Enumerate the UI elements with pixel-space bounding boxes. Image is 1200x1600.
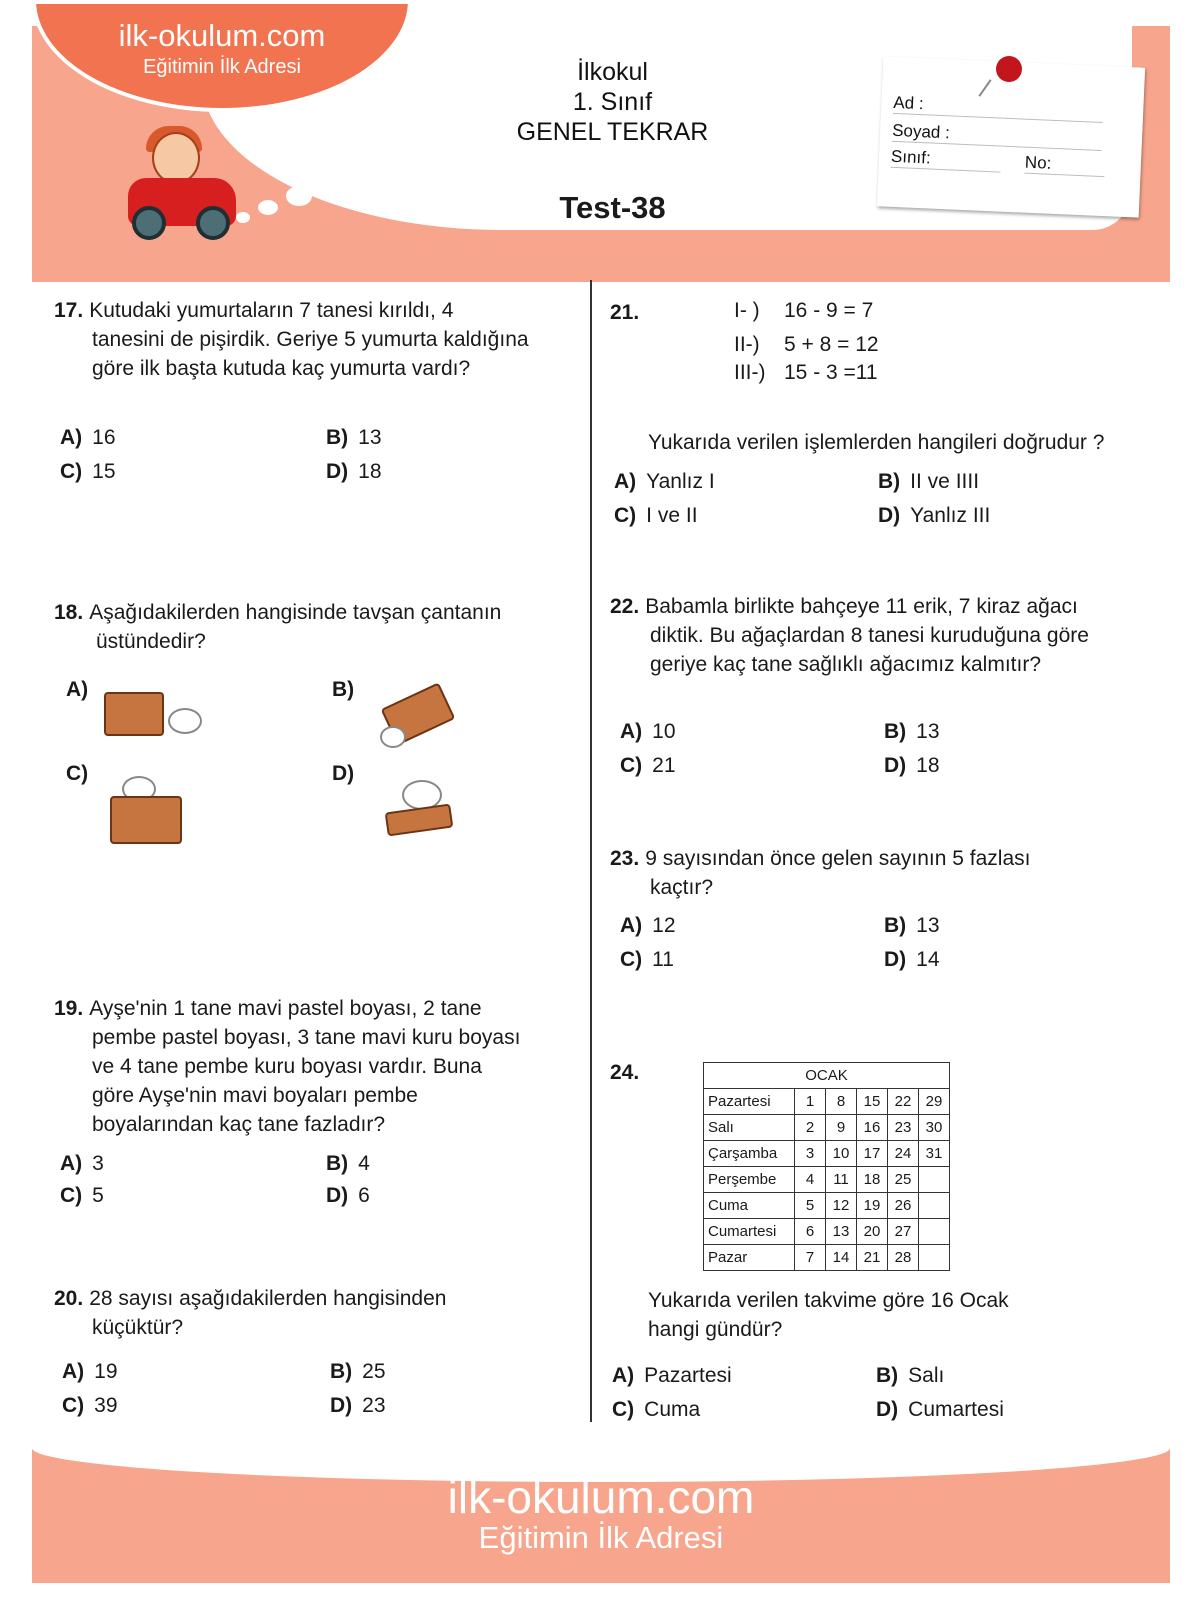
q18-option-b[interactable]: B): [332, 678, 355, 701]
q24-option-d[interactable]: D) Cumartesi: [876, 1398, 1004, 1421]
calendar-date-cell: 16: [857, 1115, 888, 1141]
q22-option-d[interactable]: D) 18: [884, 754, 940, 777]
brand-url[interactable]: ilk-okulum.com: [118, 18, 326, 53]
q19-option-d[interactable]: D) 6: [326, 1184, 370, 1207]
calendar-date-cell: 31: [919, 1141, 950, 1167]
calendar-date-cell: 19: [857, 1193, 888, 1219]
q21-option-a[interactable]: A) Yanlız I: [614, 470, 715, 493]
calendar-date-cell: 5: [795, 1193, 826, 1219]
question-23: 23. 9 sayısından önce gelen sayının 5 fazlası kaçtır?: [610, 847, 1031, 899]
surname-field[interactable]: Soyad :: [892, 121, 1103, 151]
calendar-day-name: Çarşamba: [704, 1141, 795, 1167]
q20-option-a[interactable]: A) 19: [62, 1360, 118, 1383]
q18-option-a[interactable]: A): [66, 678, 89, 701]
calendar-date-cell: 26: [888, 1193, 919, 1219]
q23-option-c[interactable]: C) 11: [620, 948, 674, 971]
calendar-date-cell: 15: [857, 1089, 888, 1115]
q19-option-b[interactable]: B) 4: [326, 1152, 370, 1175]
calendar-date-cell: 21: [857, 1245, 888, 1271]
calendar-row: [704, 1167, 950, 1193]
number-field[interactable]: No:: [1024, 153, 1105, 177]
calendar-date-cell: 23: [888, 1115, 919, 1141]
topic-title: GENEL TEKRAR: [516, 118, 709, 146]
calendar-date-cell: 6: [795, 1219, 826, 1245]
footer-url[interactable]: ilk-okulum.com: [447, 1471, 755, 1523]
calendar-day-name: Cumartesi: [704, 1219, 795, 1245]
calendar-row: [704, 1141, 950, 1167]
q23-option-d[interactable]: D) 14: [884, 948, 940, 971]
calendar-date-cell: 18: [857, 1167, 888, 1193]
q17-option-b[interactable]: B) 13: [326, 426, 382, 449]
q21-option-d[interactable]: D) Yanlız III: [878, 504, 991, 527]
calendar-date-cell: 12: [826, 1193, 857, 1219]
q21-statement-3: III-) 15 - 3 =11: [734, 361, 878, 384]
q22-option-c[interactable]: C) 21: [620, 754, 676, 777]
calendar-date-cell: 8: [826, 1089, 857, 1115]
q23-option-b[interactable]: B) 13: [884, 914, 940, 937]
calendar-date-cell: 20: [857, 1219, 888, 1245]
calendar-date-cell: 14: [826, 1245, 857, 1271]
question-22: 22. Babamla birlikte bahçeye 11 erik, 7 kiraz ağacı diktik. Bu ağaçlardan 8 tanesi kuruduğuna göre geriye kaç tane sağlıklı ağacımız kalmıtır?: [610, 595, 1089, 676]
pushpin-icon: [996, 56, 1022, 82]
calendar-date-cell: 25: [888, 1167, 919, 1193]
class-field[interactable]: Sınıf:: [891, 147, 1002, 173]
calendar-date-cell: [919, 1193, 950, 1219]
question-number: 20.: [54, 1287, 84, 1310]
q22-option-a[interactable]: A) 10: [620, 720, 676, 743]
q17-option-c[interactable]: C) 15: [60, 460, 116, 483]
q24-option-a[interactable]: A) Pazartesi: [612, 1364, 732, 1387]
calendar-row: [704, 1193, 950, 1219]
calendar-date-cell: 27: [888, 1219, 919, 1245]
calendar-date-cell: 11: [826, 1167, 857, 1193]
calendar-date-cell: [919, 1167, 950, 1193]
q19-option-a[interactable]: A) 3: [60, 1152, 104, 1175]
q24-question-text: Yukarıda verilen takvime göre 16 Ocak hangi gündür?: [648, 1289, 1009, 1341]
q21-option-b[interactable]: B) II ve IIII: [878, 470, 980, 493]
q20-option-b[interactable]: B) 25: [330, 1360, 386, 1383]
question-number: 23.: [610, 847, 640, 870]
calendar-month: OCAK: [704, 1063, 950, 1089]
name-field[interactable]: Ad :: [893, 93, 1104, 123]
question-20: 20. 28 sayısı aşağıdakilerden hangisinden küçüktür?: [54, 1287, 447, 1339]
q23-option-a[interactable]: A) 12: [620, 914, 676, 937]
calendar-date-cell: 9: [826, 1115, 857, 1141]
calendar-row: [704, 1089, 950, 1115]
q17-option-d[interactable]: D) 18: [326, 460, 382, 483]
calendar-date-cell: 10: [826, 1141, 857, 1167]
calendar-row: [704, 1115, 950, 1141]
q24-option-c[interactable]: C) Cuma: [612, 1398, 701, 1421]
calendar-date-cell: 4: [795, 1167, 826, 1193]
calendar-date-cell: 13: [826, 1219, 857, 1245]
column-divider: [590, 280, 592, 1422]
q21-prompt: Yukarıda verilen işlemlerden hangileri doğrudur ?: [648, 431, 1105, 454]
q19-option-c[interactable]: C) 5: [60, 1184, 104, 1207]
calendar-day-name: Perşembe: [704, 1167, 795, 1193]
q18-option-d[interactable]: D): [332, 762, 355, 785]
question-number: 17.: [54, 299, 84, 322]
question-18: 18. Aşağıdakilerden hangisinde tavşan çantanın üstündedir?: [54, 601, 502, 653]
q21-option-c[interactable]: C) I ve II: [614, 504, 698, 527]
q20-option-c[interactable]: C) 39: [62, 1394, 118, 1417]
calendar-date-cell: 28: [888, 1245, 919, 1271]
calendar-day-name: Cuma: [704, 1193, 795, 1219]
calendar-date-cell: 22: [888, 1089, 919, 1115]
calendar-row: [704, 1219, 950, 1245]
calendar-date-cell: 1: [795, 1089, 826, 1115]
q21-statement-1: I- ) 16 - 9 = 7: [734, 299, 874, 322]
calendar-date-cell: 29: [919, 1089, 950, 1115]
brand-tagline: Eğitimin İlk Adresi: [143, 56, 301, 78]
school-level: İlkokul: [577, 58, 648, 86]
grade-label: 1. Sınıf: [572, 88, 653, 116]
test-title: Test-38: [559, 190, 666, 225]
question-number: 18.: [54, 601, 84, 624]
calendar-date-cell: [919, 1219, 950, 1245]
question-17: 17. Kutudaki yumurtaların 7 tanesi kırıldı, 4 tanesini de pişirdik. Geriye 5 yumurta kaldığına göre ilk başta kutuda kaç yumurta vardı?: [54, 299, 529, 380]
q18-option-c[interactable]: C): [66, 762, 89, 785]
calendar-date-cell: [919, 1245, 950, 1271]
question-number: 19.: [54, 997, 84, 1020]
january-calendar-table: [703, 1062, 950, 1271]
q20-option-d[interactable]: D) 23: [330, 1394, 386, 1417]
question-19: 19. Ayşe'nin 1 tane mavi pastel boyası, 2 tane pembe pastel boyası, 3 tane mavi kuru boyası ve 4 tane pembe kuru boyası vardır. Buna göre Ayşe'nin mavi boyaları pembe boyalarından kaç tane fazladır?: [54, 997, 521, 1136]
q24-option-b[interactable]: B) Salı: [876, 1364, 945, 1387]
calendar-date-cell: 3: [795, 1141, 826, 1167]
calendar-date-cell: 30: [919, 1115, 950, 1141]
question-number: 22.: [610, 595, 640, 618]
calendar-day-name: Pazar: [704, 1245, 795, 1271]
question-24-number: 24.: [610, 1061, 640, 1084]
calendar-date-cell: 17: [857, 1141, 888, 1167]
calendar-row: [704, 1245, 950, 1271]
q21-statement-2: II-) 5 + 8 = 12: [734, 333, 879, 356]
calendar-day-name: Salı: [704, 1115, 795, 1141]
footer-tagline: Eğitimin İlk Adresi: [478, 1520, 724, 1555]
question-21-number: 21.: [610, 301, 640, 324]
calendar-date-cell: 7: [795, 1245, 826, 1271]
calendar-date-cell: 24: [888, 1141, 919, 1167]
calendar-date-cell: 2: [795, 1115, 826, 1141]
q22-option-b[interactable]: B) 13: [884, 720, 940, 743]
calendar-day-name: Pazartesi: [704, 1089, 795, 1115]
q17-option-a[interactable]: A) 16: [60, 426, 116, 449]
